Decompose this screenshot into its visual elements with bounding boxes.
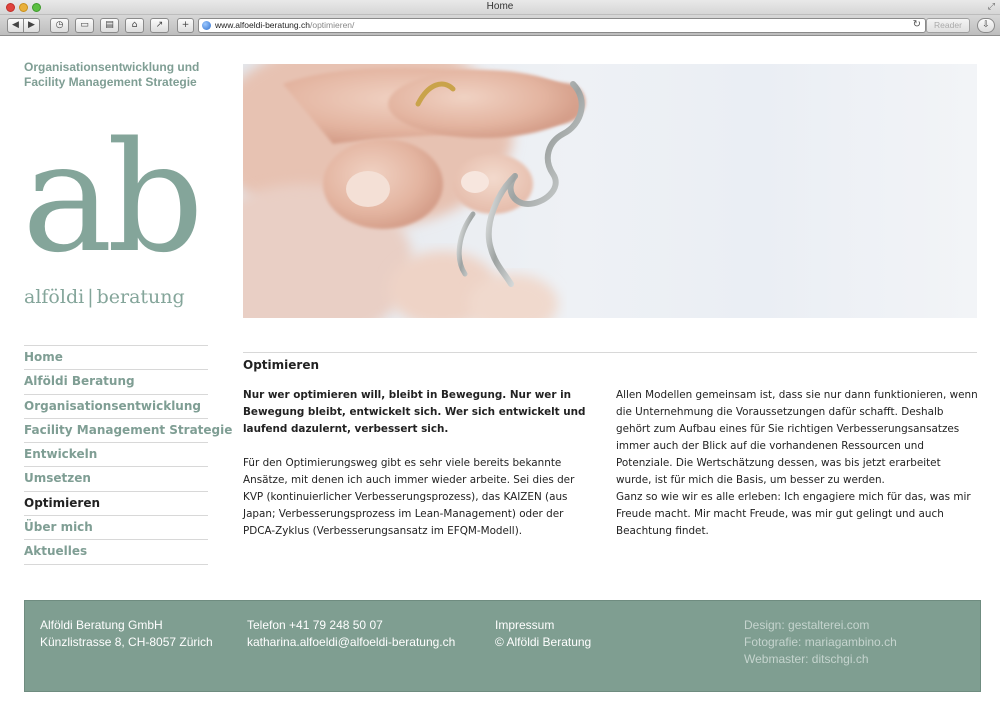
back-arrow-icon: ◀ xyxy=(12,20,19,30)
window-title: Home xyxy=(486,1,514,12)
logo-wordmark xyxy=(24,286,214,308)
body-paragraph-models: Allen Modellen gemeinsam ist, dass sie nur dann funktionieren, wenn die Unternehmung die Voraussetzungen dafür schafft. Deshalb gehört zum Aufbau eines für Sie richtigen Verbesserungsansatzes immer auch der Blick auf die vorhandenen Ressourcen und Potenziale. Die Wertschätzung dessen, was bis jetzt erarbeitet wurde, ist für mich die Basis, um besser zu werden. xyxy=(616,389,978,486)
fullscreen-icon[interactable]: ⤢ xyxy=(987,2,995,12)
footer-address: Künzlistrasse 8, CH-8057 Zürich xyxy=(40,635,213,649)
content-divider xyxy=(243,352,977,353)
history-button[interactable] xyxy=(50,18,69,33)
footer-impressum-link[interactable]: Impressum xyxy=(495,618,555,632)
logo-word-alfoeldi: alföldi xyxy=(24,286,85,308)
footer-copyright: © Alföldi Beratung xyxy=(495,635,592,649)
share-icon: ↗ xyxy=(155,20,164,30)
logo-word-beratung: beratung xyxy=(96,286,185,308)
globe-icon xyxy=(202,21,211,30)
url-path: /optimieren/ xyxy=(309,20,355,30)
nav-item-aktuelles[interactable]: Aktuelles xyxy=(24,539,208,563)
nav-item-organisationsentwicklung[interactable]: Organisationsentwicklung xyxy=(24,394,208,418)
footer-phone: Telefon +41 79 248 50 07 xyxy=(247,618,383,632)
forward-button[interactable] xyxy=(23,18,40,33)
logo-monogram: ab xyxy=(22,109,198,286)
home-icon: ⌂ xyxy=(131,20,138,30)
page-title: Optimieren xyxy=(243,358,319,372)
site-footer xyxy=(24,600,981,692)
address-bar[interactable] xyxy=(198,18,926,33)
footer-legal-block xyxy=(495,617,591,651)
main-navigation xyxy=(24,345,233,565)
site-tagline xyxy=(24,60,224,90)
bookmarks-button[interactable] xyxy=(75,18,94,33)
nav-item-alfoeldi-beratung[interactable]: Alföldi Beratung xyxy=(24,369,208,393)
url-text[interactable] xyxy=(215,20,354,30)
tagline-line-1: Organisationsentwicklung und xyxy=(24,60,200,74)
footer-design-credit[interactable]: Design: gestalterei.com xyxy=(744,618,870,632)
lead-paragraph: Nur wer optimieren will, bleibt in Bewegung. Nur wer in Bewegung bleibt, entwickelt sich. Wer sich entwickelt und laufend dazulernt, verbessert sich. xyxy=(243,389,586,435)
site-logo[interactable] xyxy=(22,109,212,315)
nav-item-umsetzen[interactable]: Umsetzen xyxy=(24,466,208,490)
reader-button[interactable]: Reader xyxy=(926,18,970,33)
nav-bottom-divider xyxy=(24,564,208,565)
window-titlebar xyxy=(0,0,1000,15)
footer-credits-block xyxy=(744,617,897,668)
nav-item-ueber-mich[interactable]: Über mich xyxy=(24,515,208,539)
new-tab-button[interactable] xyxy=(177,18,194,33)
new-tab-plus-icon: + xyxy=(181,20,190,30)
content-column-left xyxy=(243,387,595,540)
bookmarks-book-icon: ▭ xyxy=(80,20,89,30)
nav-item-optimieren[interactable]: Optimieren xyxy=(24,491,208,515)
home-button[interactable] xyxy=(125,18,144,33)
tagline-line-2: Facility Management Strategie xyxy=(24,75,197,89)
forward-arrow-icon: ▶ xyxy=(28,20,35,30)
hero-photo-illustration xyxy=(243,64,977,318)
downloads-button[interactable] xyxy=(977,18,995,33)
content-column-right xyxy=(616,387,978,540)
share-button[interactable] xyxy=(150,18,169,33)
browser-toolbar xyxy=(0,15,1000,36)
footer-email-link[interactable]: katharina.alfoeldi@alfoeldi-beratung.ch xyxy=(247,635,456,649)
reload-icon[interactable]: ↻ xyxy=(912,19,921,30)
logo-separator: | xyxy=(87,286,94,308)
body-paragraph-approaches: Für den Optimierungsweg gibt es sehr viele bereits bekannte Ansätze, mit denen ich auch immer wieder arbeite. Sei dies der KVP (kontinuierlicher Verbesserungsprozess), das KAIZEN (aus Japan; Verbesserungsprozess im Lean-Management) oder der PDCA-Zyklus (Verbesserungsansatz im EFQM-Modell). xyxy=(243,457,575,537)
url-host: www.alfoeldi-beratung.ch xyxy=(215,20,310,30)
print-icon: ▤ xyxy=(105,20,114,30)
nav-item-entwickeln[interactable]: Entwickeln xyxy=(24,442,208,466)
history-clock-icon: ◷ xyxy=(55,20,64,30)
footer-contact-block xyxy=(247,617,455,651)
footer-company: Alföldi Beratung GmbH xyxy=(40,618,163,632)
back-button[interactable] xyxy=(7,18,24,33)
downloads-icon: ⇩ xyxy=(982,20,990,30)
nav-item-facility-management-strategie[interactable]: Facility Management Strategie xyxy=(24,418,208,442)
hero-image xyxy=(243,64,977,318)
footer-photo-credit[interactable]: Fotografie: mariagambino.ch xyxy=(744,635,897,649)
footer-address-block xyxy=(40,617,213,651)
print-button[interactable] xyxy=(100,18,119,33)
footer-webmaster-credit[interactable]: Webmaster: ditschgi.ch xyxy=(744,652,869,666)
body-paragraph-joy: Ganz so wie wir es alle erleben: Ich engagiere mich für das, was mir Freude macht. Mir macht Freude, was mir gut gelingt und auch Beachtung findet. xyxy=(616,491,971,537)
nav-item-home[interactable]: Home xyxy=(24,345,208,369)
